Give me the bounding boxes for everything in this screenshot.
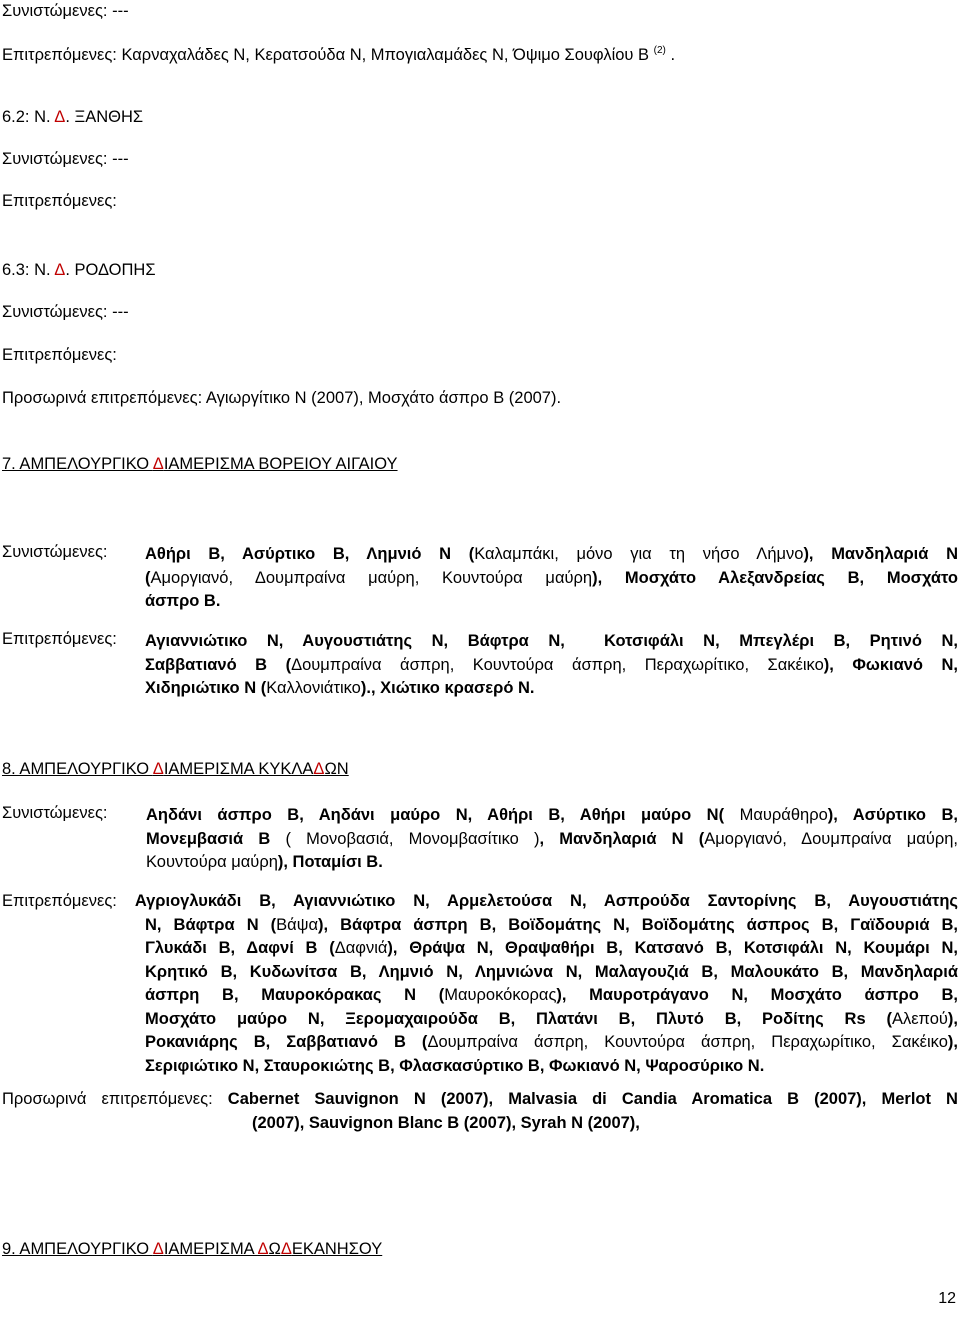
recommended-label: Συνιστώμενες: — [2, 804, 108, 822]
recommended-block — [2, 543, 958, 610]
permitted-line — [2, 45, 675, 65]
footnote-ref: (2) — [653, 45, 666, 56]
section-title-7: 7. ΑΜΠΕΛΟΥΡΓΙΚΟ ΔΙΑΜΕΡΙΣΜΑ ΒΟΡΕΙΟΥ ΑΙΓΑΙΟΥ — [2, 455, 398, 473]
permitted-line: Επιτρεπόμενες: — [2, 346, 117, 364]
section-title-6-3: 6.3: Ν. Δ. ΡΟΔΟΠΗΣ — [2, 261, 156, 279]
recommended-line — [2, 2, 129, 21]
permitted-end: . — [665, 46, 676, 64]
permitted-label: Επιτρεπόμενες: — [2, 630, 117, 648]
section-title-9: 9. ΑΜΠΕΛΟΥΡΓΙΚΟ ΔΙΑΜΕΡΙΣΜΑ ΔΩΔΕΚΑΝΗΣΟΥ — [2, 1240, 383, 1258]
permitted-block — [2, 630, 958, 697]
recommended-varieties: Αηδάνι άσπρο Β, Αηδάνι μαύρο Ν, Αθήρι Β, Αθήρι μαύρο Ν( Μαυράθηρο), Ασύρτικο Β, Μονεμβασιά Β ( Μονοβασιά, Μονομβασίτικο ), Μανδηλαριά Ν (Αμοργιανό, Δουμπραίνα μαύρη, Κουντούρα μαύρη), Ποταμίσι Β. — [146, 806, 959, 871]
permitted-varieties: Αγιαννιώτικο Ν, Αυγουστιάτης Ν, Βάφτρα Ν, Κοτσιφάλι Ν, Μπεγλέρι Β, Ρητινό Ν, Σαββατιανό Β (Δουμπραίνα άσπρη, Κουντούρα άσπρη, Περαχωρίτικο, Σακέικο), Φωκιανό Ν, Χιδηριώτικο Ν (Καλλονιάτικο)., Χιώτικο κρασερό Ν. — [145, 632, 958, 697]
recommended-line: Συνιστώμενες: --- — [2, 150, 129, 168]
recommended-varieties: Αθήρι Β, Ασύρτικο Β, Λημνιό Ν (Καλαμπάκι, μόνο για τη νήσο Λήμνο), Μανδηλαριά Ν (Αμοργιανό, Δουμπραίνα μαύρη, Κουντούρα μαύρη), Μοσχάτο Αλεξανδρείας Β, Μοσχάτο άσπρο Β. — [145, 545, 958, 610]
permitted-varieties: Επιτρεπόμενες: Αγριογλυκάδι Β, Αγιαννιώτικο Ν, Αρμελετούσα Ν, Ασπρούδα Σαντορίνης Β, Αυγουστιάτης Ν, Βάφτρα Ν (Βάψα), Βάφτρα άσπρη Β, Βοϊδομάτης Ν, Βοϊδομάτης άσπρος Β, Γαϊδουριά Β, Γλυκάδι Β, Δαφνί Β (Δαφνιά), Θράψα Ν, Θραψαθήρι Β, Κατσανό Β, Κοτσιφάλι Ν, Κουμάρι Ν, Κρητικό Β, Κυδωνίτσα Β, Λημνιό Ν, Λημνιώνα Ν, Μαλαγουζιά Β, Μαλουκάτο Β, Μανδηλαριά άσπρη Β, Μαυροκόρακας Ν (Μαυροκόκορας), Μαυροτράγανο Ν, Μοσχάτο άσπρο Β, Μοσχάτο μαύρο Ν, Ξερομαχαιρούδα Β, Πλατάνι Β, Πλυτό Β, Ροδίτης Rs (Αλεπού), Ροκανιάρης Β, Σαββατιανό Β (Δουμπραίνα άσπρη, Κουντούρα άσπρη, Περαχωρίτικο, Σακέικο), Σεριφιώτικο Ν, Σταυροκιώτης Β, Φλασκασύρτικο Β, Φωκιανό Ν, Ψαροσύρικο Ν. — [2, 892, 959, 1075]
permitted-text: Επιτρεπόμενες: Καρναχαλάδες Ν, Κερατσούδα Ν, Μπογιαλαμάδες Ν, Όψιμο Σουφλίου Β — [2, 46, 650, 64]
temporary-permitted-line: Προσωρινά επιτρεπόμενες: Αγιωργίτικο Ν (2007), Μοσχάτο άσπρο Β (2007). — [2, 389, 562, 407]
page-number: 12 — [938, 1290, 956, 1307]
recommended-label: Συνιστώμενες: — [2, 543, 108, 561]
section-title-8: 8. ΑΜΠΕΛΟΥΡΓΙΚΟ ΔΙΑΜΕΡΙΣΜΑ ΚΥΚΛΑΔΩΝ — [2, 760, 349, 778]
recommended-block — [2, 804, 959, 871]
document-page: Συνιστώμενες: --- Επιτρεπόμενες: Καρναχαλάδες Ν, Κερατσούδα Ν, Μπογιαλαμάδες Ν, Όψιμο Σουφλίου Β $^{(2)}$ . 6.2: Ν. Δ. ΞΑΝΘΗΣ Συνιστώμενες: --- Επιτρεπόμενες: 6.3: Ν. Δ. ΡΟΔΟΠΗΣ Συνιστώμενες: --- Επιτρεπόμενες: Προσωρινά επιτρεπόμενες: Αγιωργίτικο Ν (2007), Μοσχάτο άσπρο Β (2007). 7. ΑΜΠΕΛΟΥΡΓΙΚΟ ΔΙΑΜΕΡΙΣΜΑ ΒΟΡΕΙΟΥ ΑΙΓΑΙΟΥ Συνιστώμενες: Αθήρι Β, Ασύρτικο Β, Λημνιό Ν (Καλαμπάκι, μόνο για τη νήσο Λήμνο), Μανδηλαριά Ν (Αμοργιανό, Δουμπραίνα μαύρη, Κουντούρα μαύρη), Μοσχάτο Αλεξανδρείας Β, Μοσχάτο άσπρο Β. Επιτρεπόμενες: Αγιαννιώτικο Ν, Αυγουστιάτης Ν, Βάφτρα Ν, Κοτσιφάλι Ν, Μπεγλέρι Β, Ρητινό Ν, Σαββατιανό Β (Δουμπραίνα άσπρη, Κουντούρα άσπρη, Περαχωρίτικο, Σακέικο), Φωκιανό Ν, Χιδηριώτικο Ν (Καλλονιάτικο)., Χιώτικο κρασερό Ν. 8. ΑΜΠΕΛΟΥΡΓΙΚΟ ΔΙΑΜΕΡΙΣΜΑ ΚΥΚΛΑΔΩΝ Συνιστώμενες: Αηδάνι άσπρο Β, Αηδάνι μαύρο Ν, Αθήρι Β, Αθήρι μαύρο Ν( Μαυράθηρο), Ασύρτικο Β, Μονεμβασιά Β ( Μονοβασιά, Μονομβασίτικο ), Μανδηλαριά Ν (Αμοργιανό, Δουμπραίνα μαύρη, Κουντούρα μαύρη), Ποταμίσι Β. Επιτρεπόμενες: Αγριογλυκάδι Β, Αγιαννιώτικο Ν, Αρμελετούσα Ν, Ασπρούδα Σαντορίνης Β, Αυγουστιάτης Ν, Βάφτρα Ν (Βάψα), Βάφτρα άσπρη Β, Βοϊδομάτης Ν, Βοϊδομάτης άσπρος Β, Γαϊδουριά Β, Γλυκάδι Β, Δαφνί Β (Δαφνιά), Θράψα Ν, Θραψαθήρι Β, Κατσανό Β, Κοτσιφάλι Ν, Κουμάρι Ν, Κρητικό Β, Κυδωνίτσα Β, Λημνιό Ν, Λημνιώνα Ν, Μαλαγουζιά Β, Μαλουκάτο Β, Μανδηλαριά άσπρη Β, Μαυροκόρακας Ν (Μαυροκόκορας), Μαυροτράγανο Ν, Μοσχάτο άσπρο Β, Μοσχάτο μαύρο Ν, Ξερομαχαιρούδα Β, Πλατάνι Β, Πλυτό Β, Ροδίτης Rs (Αλεπού), Ροκανιάρης Β, Σαββατιανό Β (Δουμπραίνα άσπρη, Κουντούρα άσπρη, Περαχωρίτικο, Σακέικο), Σεριφιώτικο Ν, Σταυροκιώτης Β, Φλασκασύρτικο Β, Φωκιανό Ν, Ψαροσύρικο Ν. Προσωρινά επιτρεπόμενες: Cabernet Sauvignon N (2007), Malvasia di Candia Aromatica B (2007), Merlot N (2007), Sauvignon Blanc B (2007), Syrah N (2007), 9. ΑΜΠΕΛΟΥΡΓΙΚΟ ΔΙΑΜΕΡΙΣΜΑ ΔΩΔΕΚΑΝΗΣΟΥ 12 — [2, 2, 959, 1307]
section-title-6-2: 6.2: Ν. Δ. ΞΑΝΘΗΣ — [2, 108, 144, 126]
permitted-label: Επιτρεπόμενες: — [2, 892, 117, 910]
permitted-line: Επιτρεπόμενες: — [2, 192, 117, 210]
recommended-line: Συνιστώμενες: --- — [2, 303, 129, 321]
temporary-permitted-label: Προσωρινά επιτρεπόμενες: — [2, 1090, 213, 1108]
recommended-text: Συνιστώμενες: --- — [2, 2, 129, 20]
